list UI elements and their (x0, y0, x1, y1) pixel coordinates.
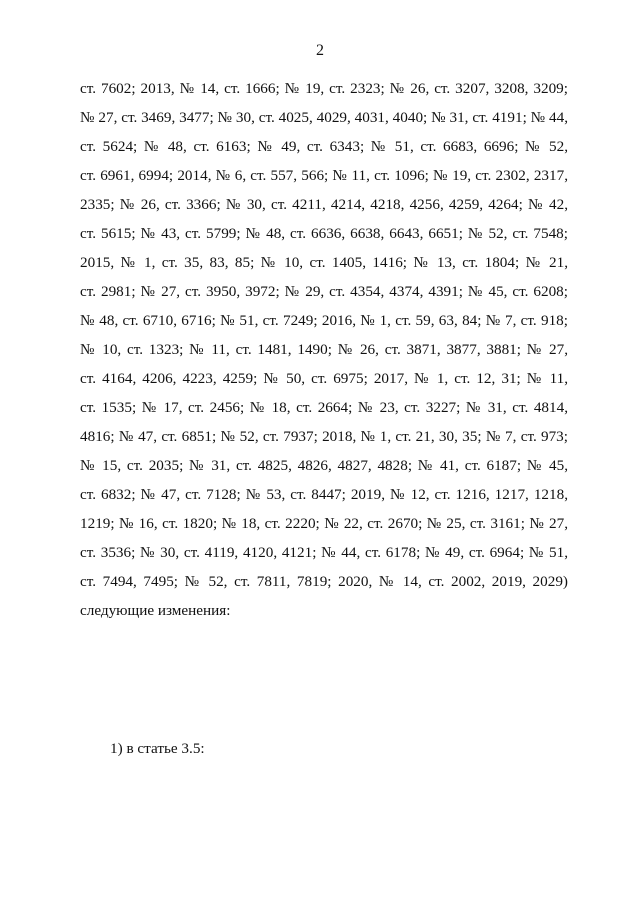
text-line: ст. 6961, 6994; 2014, № 6, ст. 557, 566; № 11, ст. 1096; № 19, ст. 2302, 2317, (80, 167, 568, 184)
page-number: 2 (316, 42, 324, 59)
list-item-1: 1) в статье 3.5: (110, 740, 205, 757)
text-line: 4816; № 47, ст. 6851; № 52, ст. 7937; 2018, № 1, ст. 21, 30, 35; № 7, ст. 973; (80, 428, 568, 445)
text-line: ст. 2981; № 27, ст. 3950, 3972; № 29, ст. 4354, 4374, 4391; № 45, ст. 6208; (80, 283, 568, 300)
text-line: 2015, № 1, ст. 35, 83, 85; № 10, ст. 1405, 1416; № 13, ст. 1804; № 21, (80, 254, 568, 271)
text-line: ст. 1535; № 17, ст. 2456; № 18, ст. 2664; № 23, ст. 3227; № 31, ст. 4814, (80, 399, 568, 416)
text-line: ст. 6832; № 47, ст. 7128; № 53, ст. 8447; 2019, № 12, ст. 1216, 1217, 1218, (80, 486, 568, 503)
text-line: ст. 4164, 4206, 4223, 4259; № 50, ст. 6975; 2017, № 1, ст. 12, 31; № 11, (80, 370, 568, 387)
text-line: 1219; № 16, ст. 1820; № 18, ст. 2220; № 22, ст. 2670; № 25, ст. 3161; № 27, (80, 515, 568, 532)
text-line: ст. 3536; № 30, ст. 4119, 4120, 4121; № 44, ст. 6178; № 49, ст. 6964; № 51, (80, 544, 568, 561)
text-line: ст. 5624; № 48, ст. 6163; № 49, ст. 6343; № 51, ст. 6683, 6696; № 52, (80, 138, 568, 155)
text-line: 2335; № 26, ст. 3366; № 30, ст. 4211, 4214, 4218, 4256, 4259, 4264; № 42, (80, 196, 568, 213)
text-line: ст. 7494, 7495; № 52, ст. 7811, 7819; 2020, № 14, ст. 2002, 2019, 2029) (80, 573, 568, 590)
text-line: ст. 5615; № 43, ст. 5799; № 48, ст. 6636, 6638, 6643, 6651; № 52, ст. 7548; (80, 225, 568, 242)
text-line: ст. 7602; 2013, № 14, ст. 1666; № 19, ст. 2323; № 26, ст. 3207, 3208, 3209; (80, 80, 568, 97)
text-line: № 15, ст. 2035; № 31, ст. 4825, 4826, 4827, 4828; № 41, ст. 6187; № 45, (80, 457, 568, 474)
text-line: № 27, ст. 3469, 3477; № 30, ст. 4025, 4029, 4031, 4040; № 31, ст. 4191; № 44, (80, 109, 568, 126)
text-line-final: следующие изменения: (80, 602, 231, 619)
text-line: № 10, ст. 1323; № 11, ст. 1481, 1490; № 26, ст. 3871, 3877, 3881; № 27, (80, 341, 568, 358)
body-text (80, 74, 568, 625)
text-line: № 48, ст. 6710, 6716; № 51, ст. 7249; 2016, № 1, ст. 59, 63, 84; № 7, ст. 918; (80, 312, 568, 329)
